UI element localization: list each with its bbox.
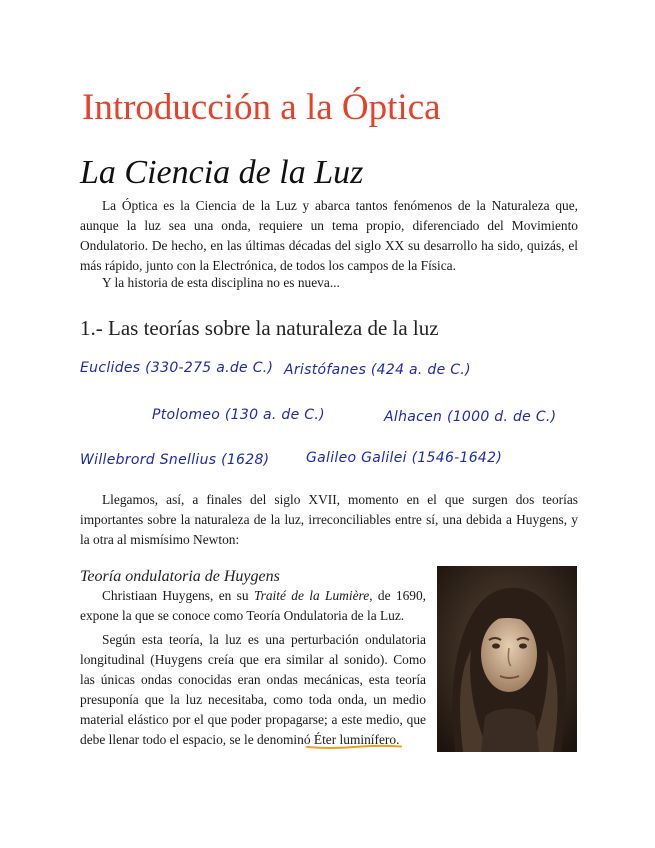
huygens-p1-text: Christiaan Huygens, en su [102,588,254,603]
seventeenth-century-paragraph: Llegamos, así, a finales del siglo XVII, momento en el que surgen dos teorías importantes sobre la naturaleza de la luz, irreconciliables entre sí, una debida a Huygens, y la otra al mismísimo Newton: [80,492,578,547]
handwritten-note: Galileo Galilei (1546-1642) [306,450,503,466]
huygens-heading: Teoría ondulatoria de Huygens [80,568,280,585]
huygens-paragraph-2 [80,630,426,750]
handwritten-note: Ptolomeo (130 a. de C.) [152,407,325,423]
work-title: Traité de la Lumière [253,588,370,603]
intro-paragraph: La Óptica es la Ciencia de la Luz y abarca tantos fenómenos de la Naturaleza que, aunque la luz sea una onda, requiere un tema propio, diferenciado del Movimiento Ondulatorio. De hecho, en las últimas décadas del siglo XX su desarrollo ha sido, quizás, el más rápido, junto con la Electrónica, de todos los campos de la Física. [80,198,578,273]
huygens-p2-text: Según esta teoría, la luz es una perturbación ondulatoria longitudinal (Huygens creía que era similar al sonido). Como las únicas ondas conocidas eran ondas mecánicas, esta teoría presuponía que la luz necesitaba, como toda onda, un medio material elástico por el que poder propagarse; a este medio, que debe llenar todo el espacio, se le denominó [80,632,426,747]
highlight-underline [306,744,402,750]
huygens-paragraph-1 [80,586,426,626]
huygens-p1-text-end: , de 1690, expone la que se conoce como Teoría Ondulatoria de la Luz. [80,588,427,623]
huygens-p2-end: . [396,732,400,747]
highlighted-term: Éter luminífero [313,732,397,747]
section-title: La Ciencia de la Luz [80,154,364,191]
page-title: Introducción a la Óptica [82,87,441,128]
handwritten-note: Aristófanes (424 a. de C.) [284,362,471,378]
handwritten-note: Euclides (330-275 a.de C.) [80,360,274,376]
handwritten-note: Willebrord Snellius (1628) [80,452,270,468]
theories-heading: 1.- Las teorías sobre la naturaleza de la luz [80,316,439,340]
history-line: Y la historia de esta disciplina no es nueva... [102,275,340,290]
handwritten-note: Alhacen (1000 d. de C.) [384,409,557,425]
huygens-portrait [437,566,577,752]
